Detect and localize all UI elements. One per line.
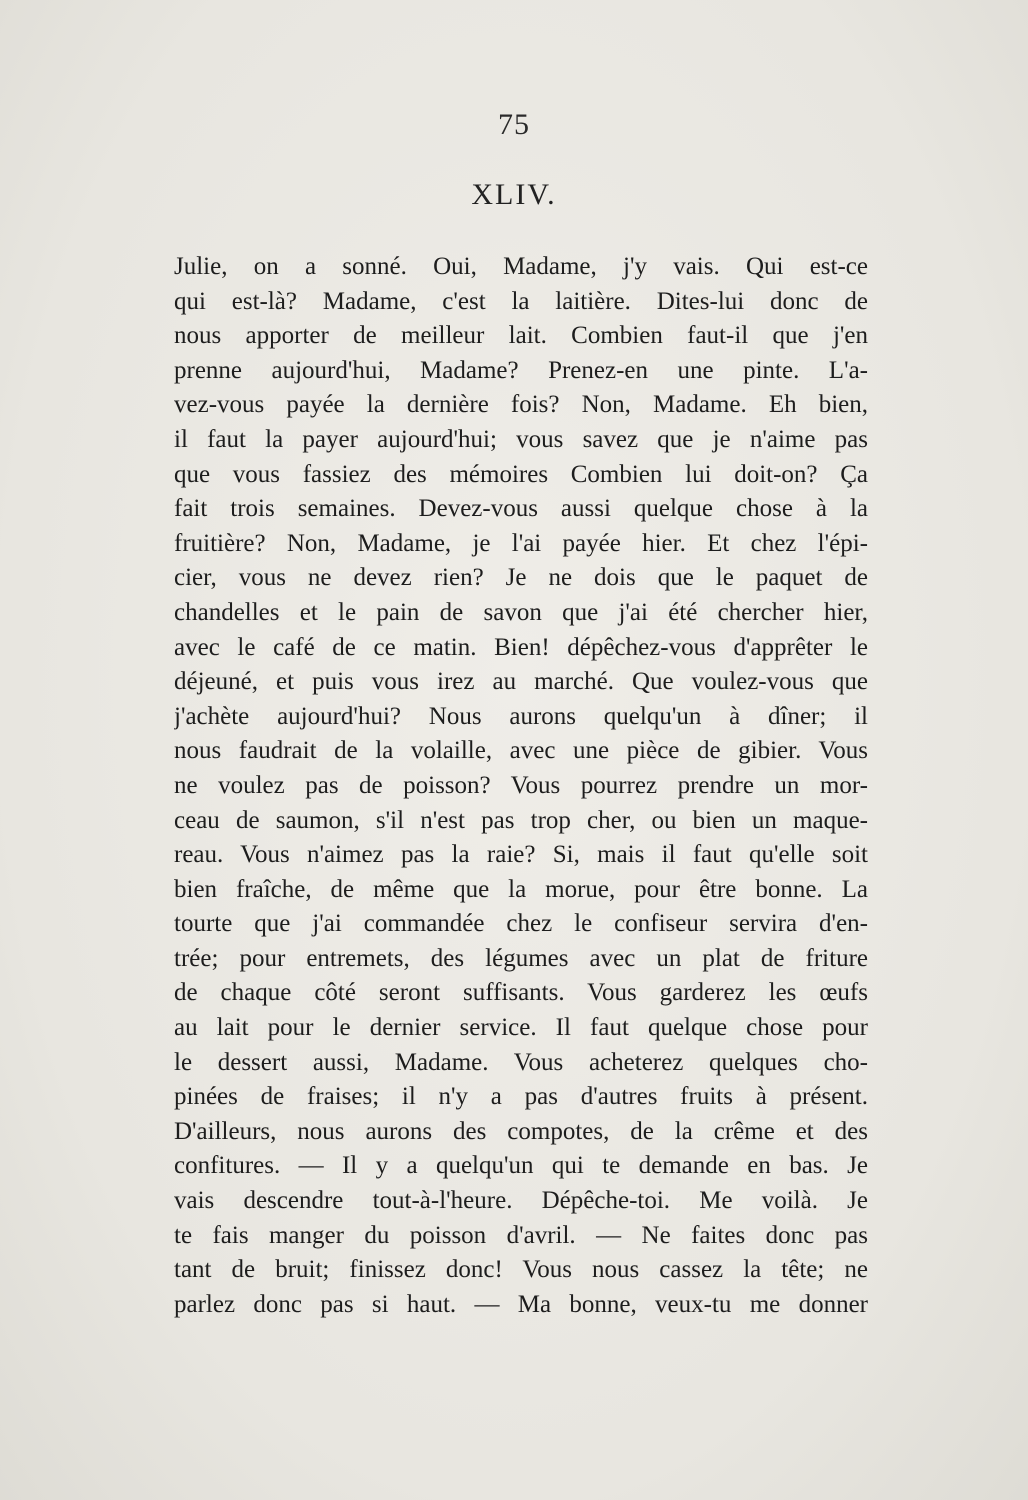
text-line: nous apporter de meilleur lait. Combien faut-il que j'en: [174, 322, 868, 350]
text-line: chandelles et le pain de savon que j'ai été chercher hier,: [174, 598, 868, 626]
text-line: parlez donc pas si haut. — Ma bonne, veux-tu me donner: [174, 1290, 868, 1318]
text-line: avec le café de ce matin. Bien! dépêchez-vous d'apprêter le: [174, 633, 868, 661]
text-line: déjeuné, et puis vous irez au marché. Que voulez-vous que: [174, 668, 868, 696]
text-line: te fais manger du poisson d'avril. — Ne faites donc pas: [174, 1221, 868, 1249]
text-line: de chaque côté seront suffisants. Vous garderez les œufs: [174, 979, 868, 1007]
page-number: 75: [498, 108, 530, 141]
text-line: au lait pour le dernier service. Il faut quelque chose pour: [174, 1014, 868, 1042]
text-line: vez-vous payée la dernière fois? Non, Madame. Eh bien,: [174, 391, 868, 419]
text-line: fruitière? Non, Madame, je l'ai payée hier. Et chez l'épi-: [174, 529, 868, 557]
text-line: il faut la payer aujourd'hui; vous savez que je n'aime pas: [174, 425, 868, 453]
text-line: vais descendre tout-à-l'heure. Dépêche-toi. Me voilà. Je: [174, 1187, 868, 1215]
body-text: [174, 250, 868, 1322]
text-line: Julie, on a sonné. Oui, Madame, j'y vais. Qui est-ce: [174, 253, 868, 280]
text-line: nous faudrait de la volaille, avec une pièce de gibier. Vous: [174, 737, 868, 765]
text-line: reau. Vous n'aimez pas la raie? Si, mais il faut qu'elle soit: [174, 841, 868, 869]
text-line: ceau de saumon, s'il n'est pas trop cher, ou bien un maque-: [174, 806, 868, 834]
text-line: ne voulez pas de poisson? Vous pourrez prendre un mor-: [174, 771, 868, 799]
text-line: j'achète aujourd'hui? Nous aurons quelqu'un à dîner; il: [174, 702, 868, 730]
text-line: cier, vous ne devez rien? Je ne dois que le paquet de: [174, 564, 868, 592]
text-line: trée; pour entremets, des légumes avec un plat de friture: [174, 944, 868, 972]
text-line: qui est-là? Madame, c'est la laitière. Dites-lui donc de: [174, 287, 868, 315]
text-line: confitures. — Il y a quelqu'un qui te demande en bas. Je: [174, 1152, 868, 1180]
text-line: bien fraîche, de même que la morue, pour être bonne. La: [174, 875, 868, 903]
text-line: pinées de fraises; il n'y a pas d'autres fruits à présent.: [174, 1083, 868, 1111]
chapter-heading: XLIV.: [471, 178, 557, 211]
text-line: que vous fassiez des mémoires Combien lui doit-on? Ça: [174, 460, 868, 488]
text-line: prenne aujourd'hui, Madame? Prenez-en une pinte. L'a-: [174, 356, 868, 384]
text-line: le dessert aussi, Madame. Vous acheterez quelques cho-: [174, 1048, 868, 1076]
text-line: tant de bruit; finissez donc! Vous nous cassez la tête; ne: [174, 1256, 868, 1284]
text-line: D'ailleurs, nous aurons des compotes, de la crême et des: [174, 1117, 868, 1145]
text-line: fait trois semaines. Devez-vous aussi quelque chose à la: [174, 495, 868, 523]
text-line: tourte que j'ai commandée chez le confiseur servira d'en-: [174, 910, 868, 938]
